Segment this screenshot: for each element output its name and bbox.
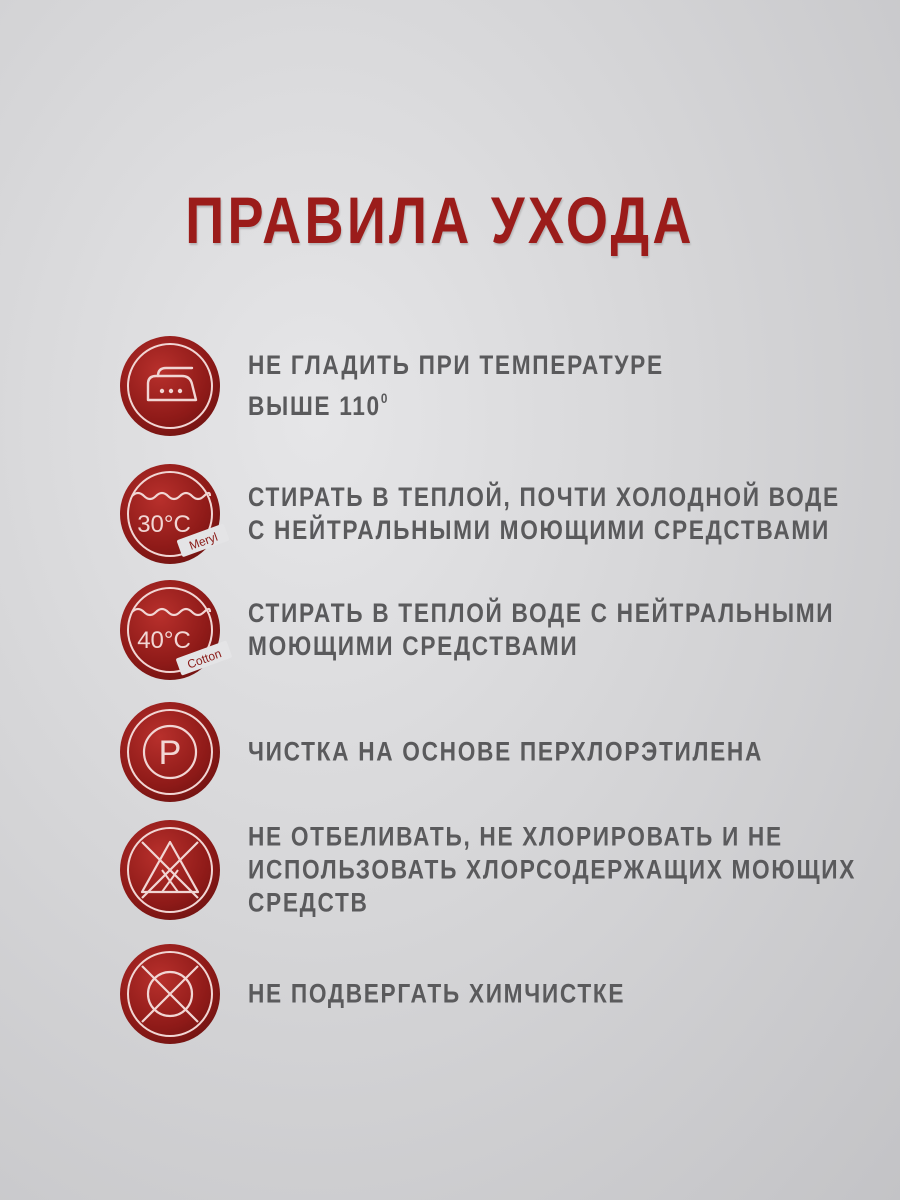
care-item-line: СРЕДСТВ bbox=[248, 887, 369, 918]
care-item-line: ЧИСТКА НА ОСНОВЕ ПЕРХЛОРЭТИЛЕНА bbox=[248, 736, 764, 767]
no-bleach-icon bbox=[118, 818, 222, 922]
care-item-text bbox=[248, 481, 840, 547]
iron-icon bbox=[118, 334, 222, 438]
fabric-label: Meryl bbox=[187, 529, 220, 553]
dry-clean-letter: P bbox=[158, 734, 182, 772]
care-item-text bbox=[248, 597, 835, 663]
care-item-line: С НЕЙТРАЛЬНЫМИ МОЮЩИМИ СРЕДСТВАМИ bbox=[248, 515, 830, 545]
wash-temp-label: 30°C bbox=[137, 511, 191, 538]
care-item-line-text: ВЫШЕ 110 bbox=[248, 391, 381, 421]
care-item-text bbox=[248, 978, 808, 1011]
care-item-text bbox=[248, 821, 857, 920]
care-item-line: ИСПОЛЬЗОВАТЬ ХЛОРСОДЕРЖАЩИХ МОЮЩИХ bbox=[248, 854, 857, 885]
care-item-line: НЕ ПОДВЕРГАТЬ ХИМЧИСТКЕ bbox=[248, 978, 626, 1009]
wash-40-icon bbox=[118, 578, 222, 682]
no-dry-clean-icon bbox=[118, 942, 222, 1046]
dry-clean-p-icon bbox=[118, 700, 222, 804]
care-item-wash-30 bbox=[118, 462, 878, 566]
care-item-no-bleach bbox=[118, 818, 878, 922]
wash-30-icon bbox=[118, 462, 222, 566]
wash-temp-label: 40°C bbox=[137, 627, 191, 654]
care-item-line: СТИРАТЬ В ТЕПЛОЙ ВОДЕ С НЕЙТРАЛЬНЫМИ bbox=[248, 598, 835, 628]
care-item-text bbox=[248, 349, 808, 423]
degree-superscript: 0 bbox=[380, 390, 388, 406]
care-item-no-dry-clean bbox=[118, 942, 878, 1046]
care-item-line bbox=[248, 382, 718, 423]
page-title: ПРАВИЛА УХОДА bbox=[185, 183, 695, 257]
care-item-iron bbox=[118, 334, 878, 438]
care-item-dry-clean-p bbox=[118, 700, 878, 804]
care-item-line: НЕ ОТБЕЛИВАТЬ, НЕ ХЛОРИРОВАТЬ И НЕ bbox=[248, 821, 783, 852]
fabric-label: Cotton bbox=[185, 646, 224, 672]
care-item-wash-40 bbox=[118, 578, 878, 682]
care-item-line: МОЮЩИМИ СРЕДСТВАМИ bbox=[248, 631, 579, 661]
care-item-text bbox=[248, 736, 808, 769]
care-item-line: СТИРАТЬ В ТЕПЛОЙ, ПОЧТИ ХОЛОДНОЙ ВОДЕ bbox=[248, 482, 840, 512]
care-item-line: НЕ ГЛАДИТЬ ПРИ ТЕМПЕРАТУРЕ bbox=[248, 350, 664, 380]
